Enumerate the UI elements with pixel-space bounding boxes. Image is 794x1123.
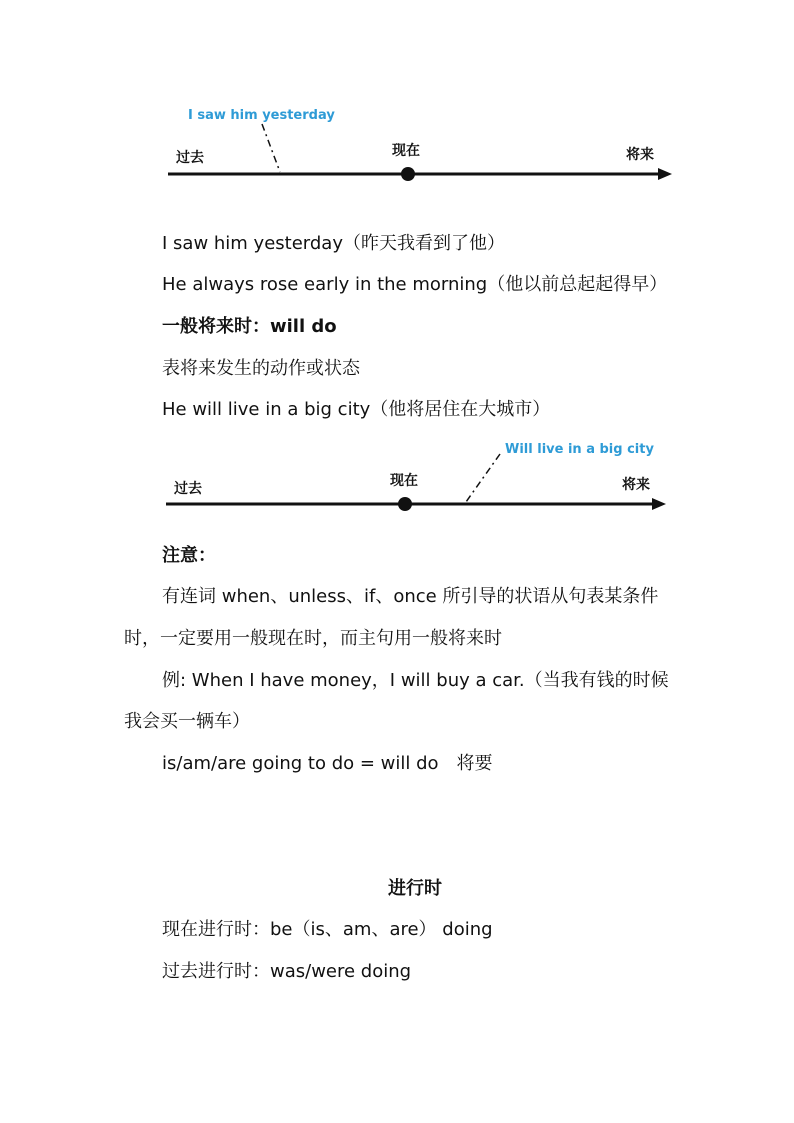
future-example: He will live in a big city（他将居住在大城市） [162,399,551,420]
present-progressive-formula: 现在进行时：be（is、am、are） doing [162,919,493,940]
timeline-arrowhead [652,498,666,510]
timeline-graphic [0,100,794,210]
timeline-label-now: 现在 [390,473,418,489]
timeline-callout-text: Will live in a big city [505,442,654,457]
going-to-equivalence: is/am/are going to do = will do 将要 [162,753,493,774]
timeline-label-future: 将来 [626,147,654,163]
example-line-1: 例: When I have money，I will buy a car.（当我有钱的时候 [162,670,669,691]
sentence-past-example: I saw him yesterday（昨天我看到了他） [162,233,505,254]
timeline-past [0,100,794,210]
section-title-progressive: 进行时 [388,878,442,899]
example-line-2: 我会买一辆车） [124,711,250,732]
timeline-future [0,432,794,542]
future-description: 表将来发生的动作或状态 [162,358,360,379]
callout-pointer [466,454,500,502]
note-line-2: 时，一定要用一般现在时，而主句用一般将来时 [124,628,502,649]
heading-simple-future: 一般将来时：will do [162,316,337,337]
timeline-arrowhead [658,168,672,180]
timeline-now-dot [398,497,412,511]
past-progressive-formula: 过去进行时：was/were doing [162,961,412,982]
timeline-label-now: 现在 [392,143,420,159]
timeline-graphic-2 [0,432,794,542]
timeline-label-past: 过去 [174,481,202,497]
note-line-1: 有连词 when、unless、if、once 所引导的状语从句表某条件 [162,586,659,607]
note-heading: 注意： [162,545,216,566]
sentence-past-habit: He always rose early in the morning（他以前总起起得早） [162,274,668,295]
timeline-label-future: 将来 [622,477,650,493]
callout-pointer [262,124,280,172]
timeline-callout-text: I saw him yesterday [188,108,335,123]
timeline-now-dot [401,167,415,181]
timeline-label-past: 过去 [176,150,204,166]
